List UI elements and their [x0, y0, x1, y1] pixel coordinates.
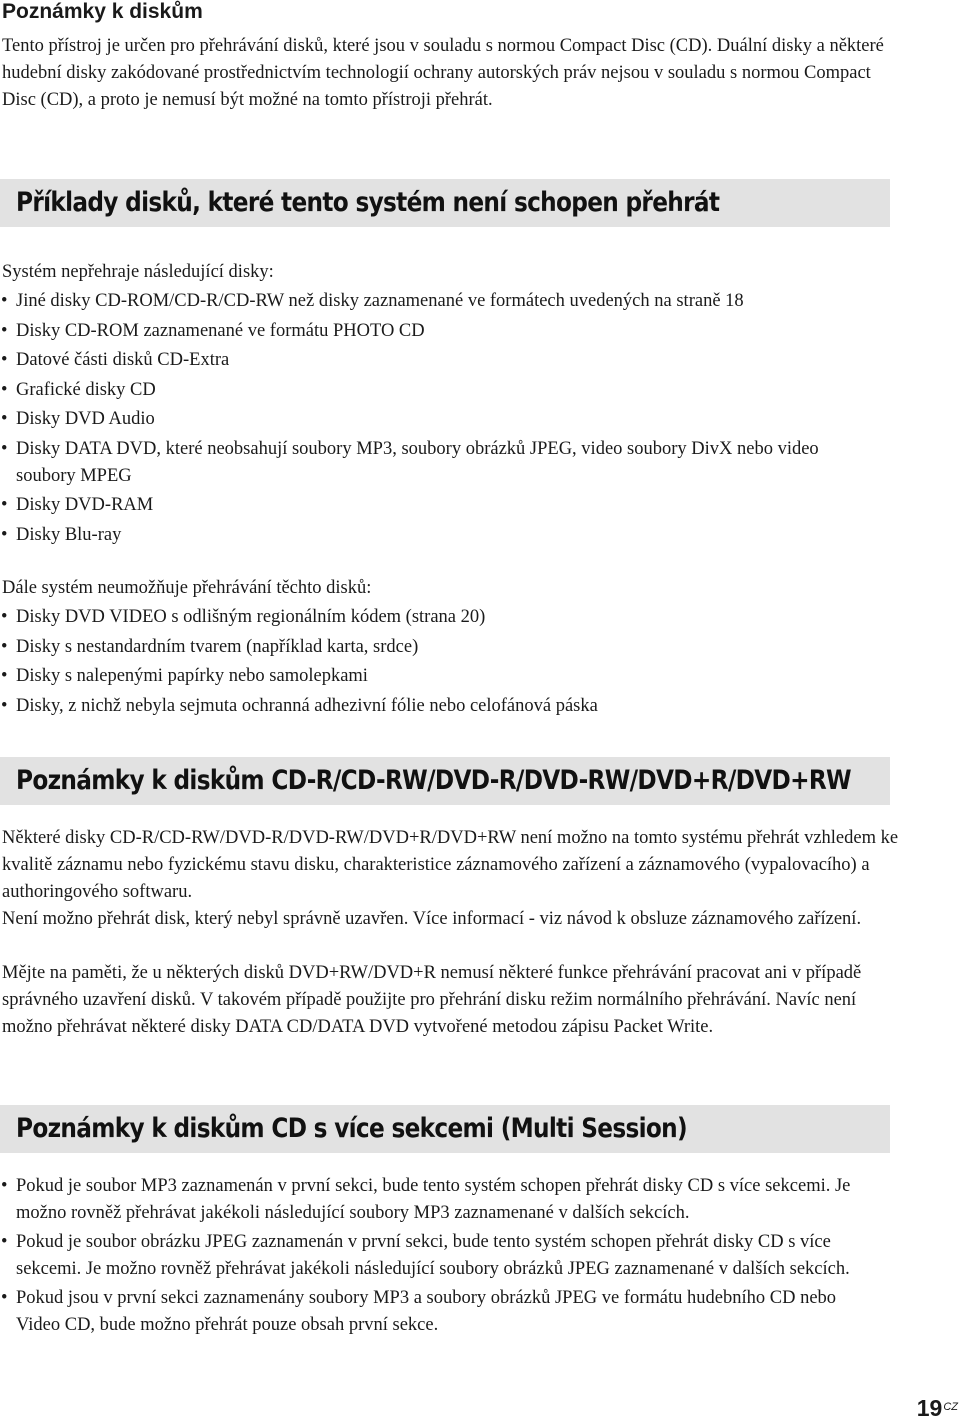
list-item: • Grafické disky CD [0, 377, 900, 404]
recordable-paragraph-3: Mějte na paměti, že u některých disků DVD+RW/DVD+R nemusí některé funkce přehrávání pracovat ani v případě správného uzavření disků. V takovém případě použijte pro přehrání disku režim normálního přehrávání. Navíc není možno přehrávat některé disky DATA CD/DATA DVD vytvořené metodou zápisu Packet Write. [2, 963, 862, 1037]
recordable-paragraph-1: Některé disky CD-R/CD-RW/DVD-R/DVD-RW/DVD+R/DVD+RW není možno na tomto systému přehrát vzhledem ke kvalitě záznamu nebo fyzickému stavu disku, charakteristice záznamového zařízení a záznamového (vypalovacího) a authoringového softwaru. [2, 828, 899, 902]
list-item: • Pokud je soubor obrázku JPEG zaznamenán v první sekci, bude tento systém schopen přehrát disky CD s více sekcemi. Je možno rovněž přehrávat jakékoli následující soubory obrázků JPEG zaznamenané v dalších sekcích. [0, 1229, 880, 1283]
recordable-heading: Poznámky k diskům CD-R/CD-RW/DVD-R/DVD-RW/DVD+R/DVD+RW [16, 765, 851, 796]
list-item: • Datové části disků CD-Extra [0, 347, 900, 374]
list-item: • Jiné disky CD-ROM/CD-R/CD-RW než disky zaznamenané ve formátech uvedených na straně 18 [0, 288, 900, 315]
page-number [917, 1394, 958, 1422]
list-item: • Disky DATA DVD, které neobsahují soubory MP3, soubory obrázků JPEG, video soubory DivX nebo video soubory MPEG [0, 436, 876, 490]
section-header-multisession [0, 1105, 890, 1153]
unplayable-list [0, 288, 900, 551]
unplayable-intro: Systém nepřehraje následující disky: [2, 262, 274, 282]
unplayable-heading: Příklady disků, které tento systém není schopen přehrát [16, 187, 720, 218]
multisession-list [0, 1173, 880, 1339]
unplayable-intro2: Dále systém neumožňuje přehrávání těchto disků: [2, 578, 372, 598]
unplayable-list-2 [0, 604, 900, 722]
list-item: • Disky DVD Audio [0, 406, 900, 433]
multisession-heading: Poznámky k diskům CD s více sekcemi (Multi Session) [16, 1113, 687, 1144]
list-item: • Disky DVD VIDEO s odlišným regionálním kódem (strana 20) [0, 604, 900, 631]
recordable-paragraph-2: Není možno přehrát disk, který nebyl správně uzavřen. Více informací - viz návod k obsluze záznamového zařízení. [2, 909, 862, 929]
list-item: • Disky CD-ROM zaznamenané ve formátu PHOTO CD [0, 318, 900, 345]
page-number-value: 19 [916, 1395, 943, 1421]
page-language-code: CZ [943, 1401, 958, 1413]
notes-on-discs-paragraph: Tento přístroj je určen pro přehrávání disků, které jsou v souladu s normou Compact Disc (CD). Duální disky a některé hudební disky zakódované prostřednictvím technologií ochrany autorských práv nejsou v souladu s normou Compact Disc (CD), a proto je nemusí být možné na tomto přístroji přehrát. [2, 36, 884, 110]
list-item: • Disky s nalepenými papírky nebo samolepkami [0, 663, 900, 690]
list-item: • Disky s nestandardním tvarem (například karta, srdce) [0, 634, 900, 661]
list-item: • Pokud je soubor MP3 zaznamenán v první sekci, bude tento systém schopen přehrát disky CD s více sekcemi. Je možno rovněž přehrávat jakékoli následující soubory MP3 zaznamenané v dalších sekcích. [0, 1173, 880, 1227]
list-item: • Disky Blu-ray [0, 522, 900, 549]
section-header-recordable [0, 757, 890, 805]
section-header-unplayable [0, 179, 890, 227]
list-item: • Pokud jsou v první sekci zaznamenány soubory MP3 a soubory obrázků JPEG ve formátu hudebního CD nebo Video CD, bude možno přehrát pouze obsah první sekce. [0, 1285, 880, 1339]
list-item: • Disky DVD-RAM [0, 492, 900, 519]
notes-on-discs-title: Poznámky k diskům [2, 0, 203, 23]
list-item: • Disky, z nichž nebyla sejmuta ochranná adhezivní fólie nebo celofánová páska [0, 693, 900, 720]
